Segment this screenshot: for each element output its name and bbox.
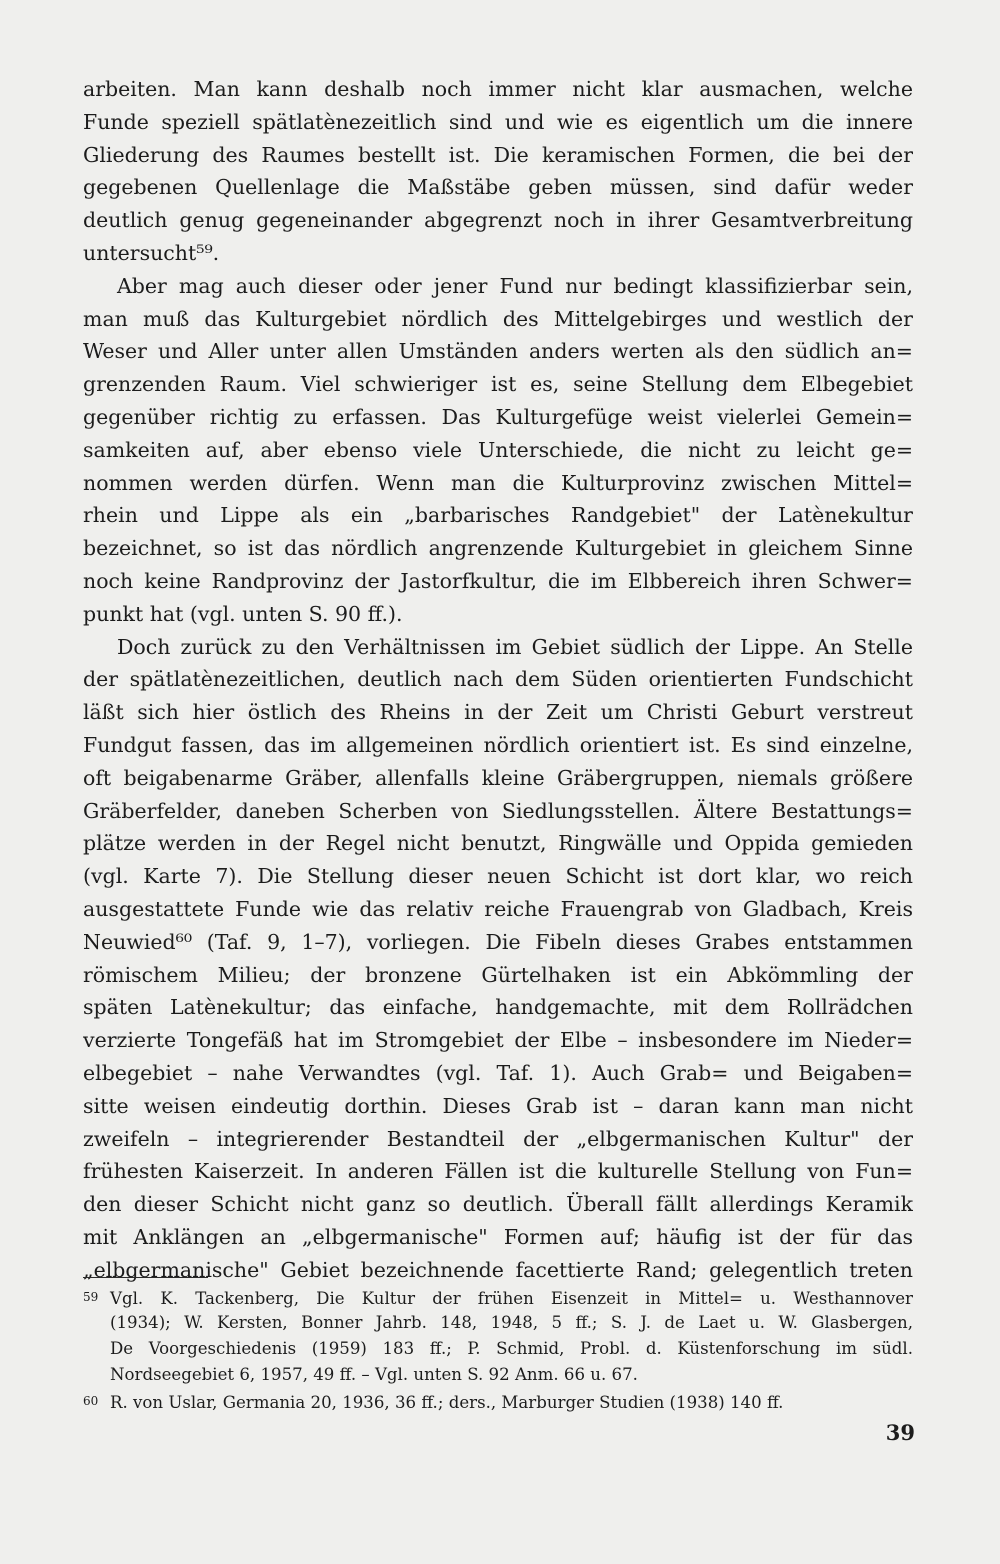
text-line: späten Latènekultur; das einfache, handgemachte, mit dem Rollrädchen: [83, 995, 913, 1020]
main-text: [83, 73, 913, 1286]
text-line: punkt hat (vgl. unten S. 90 ff.).: [83, 601, 403, 626]
footnotes: [83, 1284, 913, 1414]
text-line: man muß das Kulturgebiet nördlich des Mittelgebirges und westlich der: [83, 306, 913, 331]
footnote-divider: [83, 1277, 208, 1278]
text-line: verzierte Tongefäß hat im Stromgebiet der Elbe – insbesondere im Nieder=: [83, 1028, 913, 1053]
text-line: ausgestattete Funde wie das relativ reiche Frauengrab von Gladbach, Kreis: [83, 896, 913, 921]
text-line: oft beigabenarme Gräber, allenfalls kleine Gräbergruppen, niemals größere: [83, 765, 913, 790]
text-line: frühesten Kaiserzeit. In anderen Fällen ist die kulturelle Stellung von Fun=: [83, 1159, 913, 1184]
footnote-59-line: [83, 1284, 913, 1310]
footnote-number: 60: [83, 1394, 99, 1408]
text-line: bezeichnet, so ist das nördlich angrenzende Kulturgebiet in gleichem Sinne: [83, 536, 913, 561]
text-line: arbeiten. Man kann deshalb noch immer nicht klar ausmachen, welche: [83, 77, 913, 101]
footnote-number: 59: [83, 1290, 99, 1304]
text-line: der spätlatènezeitlichen, deutlich nach dem Süden orientierten Fundschicht: [83, 667, 913, 692]
footnote-text: Vgl. K. Tackenberg, Die Kultur der frühen Eisenzeit in Mittel= u. Westhannover: [110, 1289, 913, 1308]
text-line: sitte weisen eindeutig dorthin. Dieses Grab ist – daran kann man nicht: [83, 1093, 913, 1118]
text-line: gegenüber richtig zu erfassen. Das Kulturgefüge weist vielerlei Gemein=: [83, 404, 913, 429]
text-line: Neuwied⁶⁰ (Taf. 9, 1–7), vorliegen. Die Fibeln dieses Grabes entstammen: [83, 929, 913, 954]
text-line: (vgl. Karte 7). Die Stellung dieser neuen Schicht ist dort klar, wo reich: [83, 864, 913, 889]
text-line: Fundgut fassen, das im allgemeinen nördlich orientiert ist. Es sind einzelne,: [83, 732, 913, 757]
text-line: römischem Milieu; der bronzene Gürtelhaken ist ein Abkömmling der: [83, 962, 913, 987]
footnote-59-line: De Voorgeschiedenis (1959) 183 ff.; P. Schmid, Probl. d. Küstenforschung im südl.: [110, 1339, 913, 1358]
text-line: zweifeln – integrierender Bestandteil der „elbgermanischen Kultur" der: [83, 1126, 913, 1151]
text-line: Doch zurück zu den Verhältnissen im Gebiet südlich der Lippe. An Stelle: [117, 634, 913, 659]
text-line: Gräberfelder, daneben Scherben von Siedlungsstellen. Ältere Bestattungs=: [83, 798, 913, 823]
text-line: „elbgermanische" Gebiet bezeichnende facettierte Rand; gelegentlich treten: [83, 1257, 913, 1282]
text-line: Gliederung des Raumes bestellt ist. Die keramischen Formen, die bei der: [83, 142, 913, 167]
footnote-60-line: [83, 1388, 913, 1414]
text-line: samkeiten auf, aber ebenso viele Unterschiede, die nicht zu leicht ge=: [83, 437, 913, 462]
text-line: Weser und Aller unter allen Umständen anders werten als den südlich an=: [83, 339, 913, 364]
text-line: läßt sich hier östlich des Rheins in der Zeit um Christi Geburt verstreut: [83, 700, 913, 725]
text-line: plätze werden in der Regel nicht benutzt, Ringwälle und Oppida gemieden: [83, 831, 913, 856]
text-line: deutlich genug gegeneinander abgegrenzt noch in ihrer Gesamtverbreitung: [83, 208, 913, 233]
text-line: nommen werden dürfen. Wenn man die Kulturprovinz zwischen Mittel=: [83, 470, 913, 495]
footnote-59-line: Nordseegebiet 6, 1957, 49 ff. – Vgl. unten S. 92 Anm. 66 u. 67.: [110, 1365, 638, 1384]
text-line: Funde speziell spätlatènezeitlich sind und wie es eigentlich um die innere: [83, 109, 913, 134]
page-number: 39: [885, 1420, 915, 1445]
text-line: rhein und Lippe als ein „barbarisches Randgebiet" der Latènekultur: [83, 503, 913, 528]
footnote-text: R. von Uslar, Germania 20, 1936, 36 ff.; ders., Marburger Studien (1938) 140 ff.: [110, 1393, 784, 1412]
text-line: den dieser Schicht nicht ganz so deutlich. Überall fällt allerdings Keramik: [83, 1192, 913, 1217]
text-line: elbegebiet – nahe Verwandtes (vgl. Taf. 1). Auch Grab= und Beigaben=: [83, 1060, 913, 1085]
text-line: mit Anklängen an „elbgermanische" Formen auf; häufig ist der für das: [83, 1224, 913, 1249]
text-line: Aber mag auch dieser oder jener Fund nur bedingt klassifizierbar sein,: [117, 273, 913, 298]
text-line: grenzenden Raum. Viel schwieriger ist es, seine Stellung dem Elbegebiet: [83, 372, 913, 397]
text-line: noch keine Randprovinz der Jastorfkultur, die im Elbbereich ihren Schwer=: [83, 568, 913, 593]
text-line: untersucht⁵⁹.: [83, 240, 220, 265]
footnote-59-line: (1934); W. Kersten, Bonner Jahrb. 148, 1948, 5 ff.; S. J. de Laet u. W. Glasbergen,: [110, 1313, 913, 1332]
text-line: gegebenen Quellenlage die Maßstäbe geben müssen, sind dafür weder: [83, 175, 913, 200]
